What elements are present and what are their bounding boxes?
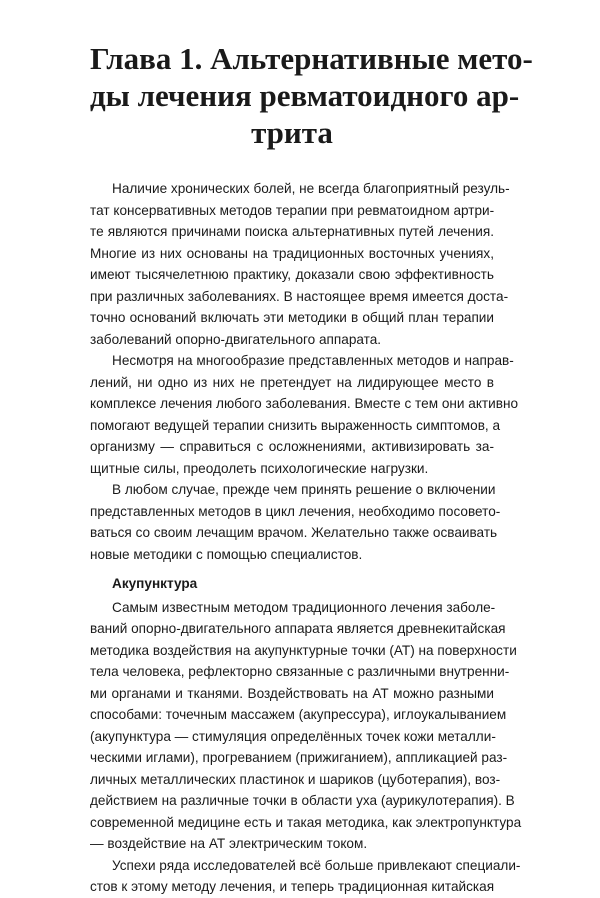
paragraph [90,350,519,479]
text-line: — воздействие на АТ электрическим током. [90,836,368,851]
text-line: ми органами и тканями. Воздействовать на АТ можно разными [90,685,494,701]
text-line: при различных заболеваниях. В настоящее время имеется доста- [90,288,509,304]
text-line: имеют тысячелетнюю практику, доказали свою эффективность [90,267,494,282]
text-line: те являются причинами поиска альтернативных путей лечения. [90,224,494,239]
paragraph [90,597,522,855]
text-line: Самым известным методом традиционного лечения заболе- [112,599,496,615]
text-line: Многие из них основаны на традиционных восточных учениях, [90,245,494,261]
text-line: новые методики с помощью специалистов. [90,546,363,562]
text-line: лений, ни одно из них не претендует на лидирующее место в [90,374,494,390]
text-line: тат консервативных методов терапии при ревматоидном артри- [90,202,495,218]
book-page [90,40,533,898]
text-line: Успехи ряда исследователей всё больше привлекают специали- [112,857,521,873]
text-line: помогают ведущей терапии снизить выраженность симптомов, а [90,417,501,433]
section-body [90,597,522,898]
chapter-title-line: трита [251,115,333,150]
text-line: ваний опорно-двигательного аппарата является древнекитайская [90,621,506,636]
text-line: ваться со своим лечащим врачом. Желательно также осваивать [90,525,498,540]
text-line: способами: точечным массажем (акупрессура), иглоукалыванием [90,707,507,722]
section-heading-acupuncture: Акупунктура [112,576,198,591]
text-line: тела человека, рефлекторно связанные с различными внутренни- [90,664,510,679]
text-line: действием на различные точки в области уха (аурикулотерапия). В [90,793,515,808]
chapter-title [90,40,533,151]
text-line: современной медицине есть и такая методика, как электропунктура [90,814,522,830]
text-line: методика воздействия на акупунктурные точки (АТ) на поверхности [90,642,517,658]
text-line: заболеваний опорно-двигательного аппарата. [90,331,382,347]
text-line: Наличие хронических болей, не всегда благоприятный резуль- [112,181,510,196]
chapter-title-line: Глава 1. Альтернативные мето- [90,41,533,76]
text-line: (акупунктура — стимуляция определённых точек кожи металли- [90,728,496,744]
text-line: В любом случае, прежде чем принять решение о включении [112,482,496,497]
text-line: личных металлических пластинок и шариков (цуботерапия), воз- [90,771,501,787]
text-line: организму — справиться с осложнениями, активизировать за- [90,439,494,454]
text-line: представленных методов в цикл лечения, необходимо посовето- [90,503,501,519]
paragraph [90,479,501,565]
intro-text [90,178,519,565]
text-line: щитные силы, преодолеть психологические нагрузки. [90,460,429,476]
text-line: стов к этому методу лечения, и теперь традиционная китайская [90,879,495,894]
text-line: ческими иглами), прогреванием (прижиганием), аппликацией раз- [90,750,508,765]
paragraph [90,178,510,350]
text-line: Несмотря на многообразие представленных методов и направ- [112,353,514,368]
text-line: комплексе лечения любого заболевания. Вместе с тем они активно [90,396,519,411]
chapter-title-line: ды лечения ревматоидного ар- [90,78,520,113]
paragraph [90,855,521,898]
text-line: точно оснований включать эти методики в общий план терапии [90,310,494,325]
